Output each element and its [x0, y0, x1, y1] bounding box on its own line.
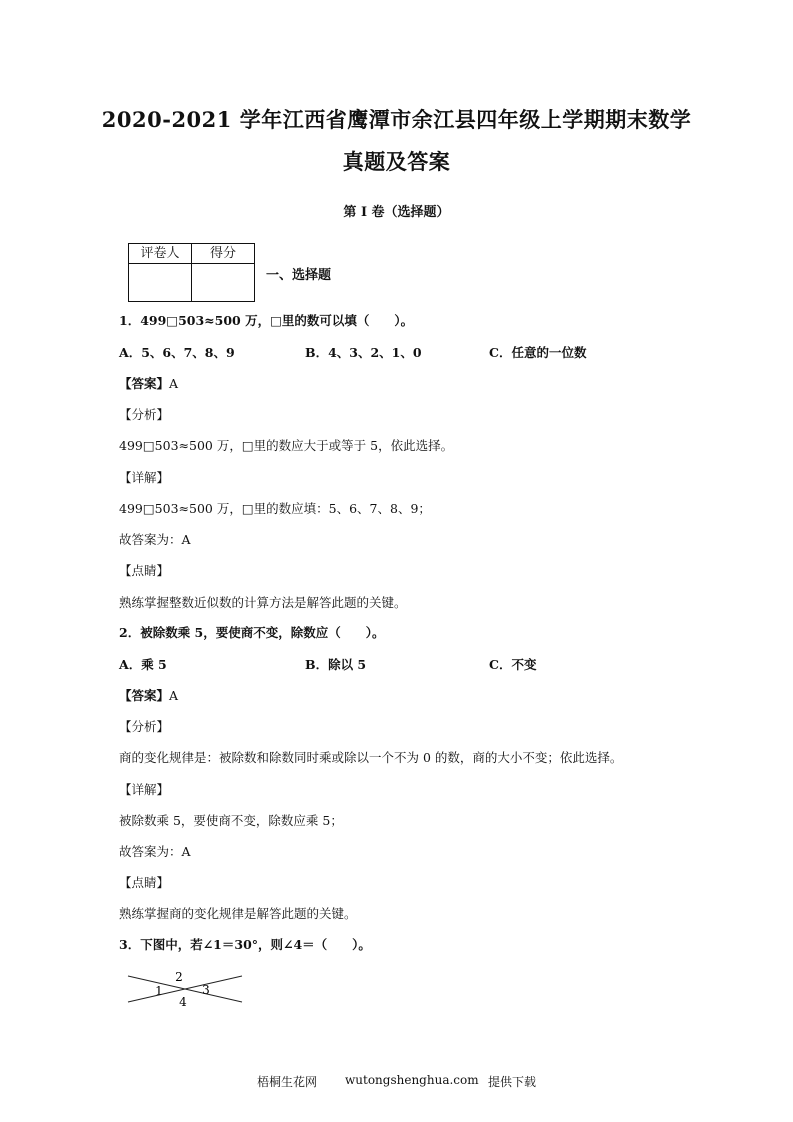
document-title-line-1: 2020-2021 学年江西省鹰潭市余江县四年级上学期期末数学	[101, 107, 692, 132]
q1-detail-text: 499□503≈500 万，□里的数应填：5、6、7、8、9；	[119, 501, 431, 516]
q2-analysis-label: 【分析】	[119, 719, 170, 734]
q1-detail-label: 【详解】	[119, 470, 170, 485]
q2-tip-text: 熟练掌握商的变化规律是解答此题的关键。	[119, 906, 357, 921]
part-title: 一、选择题	[266, 268, 332, 283]
q2-option-c: C．不变	[489, 657, 537, 672]
q3-figure-label-3: 3	[202, 983, 210, 997]
q1-answer	[119, 376, 178, 392]
q2-answer	[119, 688, 178, 704]
score-table	[128, 243, 255, 302]
footer-url[interactable]: wutongshenghua.com	[345, 1073, 479, 1087]
q3-figure-label-4: 4	[179, 995, 187, 1009]
q1-analysis-label: 【分析】	[119, 407, 170, 422]
score-table-grader-header: 评卷人	[129, 244, 192, 264]
q1-answer-label: 【答案】	[119, 376, 170, 391]
q2-detail-text: 被除数乘 5，要使商不变，除数应乘 5；	[119, 813, 343, 828]
q3-angle-figure	[126, 968, 246, 1010]
q2-answer-value: A	[169, 688, 179, 703]
q2-option-b: B．除以 5	[305, 657, 367, 672]
q2-stem: 2．被除数乘 5，要使商不变，除数应（ ）。	[119, 625, 385, 640]
score-table-grader-cell	[129, 264, 192, 302]
q3-figure-label-2: 2	[175, 970, 183, 984]
q1-answer-value: A	[169, 376, 179, 391]
q1-option-a: A．5、6、7、8、9	[119, 345, 235, 360]
section-heading: 第 I 卷（选择题）	[343, 205, 450, 220]
q1-stem: 1．499□503≈500 万，□里的数可以填（ ）。	[119, 313, 414, 328]
q2-detail-label: 【详解】	[119, 782, 170, 797]
q1-option-c: C．任意的一位数	[489, 345, 587, 360]
q1-tip-label: 【点睛】	[119, 563, 170, 578]
q2-conclusion: 故答案为：A	[119, 844, 191, 859]
q1-tip-text: 熟练掌握整数近似数的计算方法是解答此题的关键。	[119, 595, 407, 610]
score-table-score-header: 得分	[192, 244, 255, 264]
q1-analysis-text: 499□503≈500 万，□里的数应大于或等于 5，依此选择。	[119, 438, 454, 453]
q1-option-b: B．4、3、2、1、0	[305, 345, 422, 360]
document-title-line-2: 真题及答案	[342, 149, 451, 174]
footer-site-name: 梧桐生花网	[257, 1075, 318, 1089]
q2-option-a: A．乘 5	[119, 657, 167, 672]
q2-answer-label: 【答案】	[119, 688, 170, 703]
footer-note: 提供下载	[488, 1075, 537, 1089]
q3-figure-label-1: 1	[155, 984, 163, 998]
q2-tip-label: 【点睛】	[119, 875, 170, 890]
score-table-score-cell	[192, 264, 255, 302]
q1-conclusion: 故答案为：A	[119, 532, 191, 547]
q2-analysis-text: 商的变化规律是：被除数和除数同时乘或除以一个不为 0 的数，商的大小不变；依此选择。	[119, 750, 623, 765]
q3-stem: 3．下图中，若∠1＝30°，则∠4＝（ ）。	[119, 937, 371, 952]
